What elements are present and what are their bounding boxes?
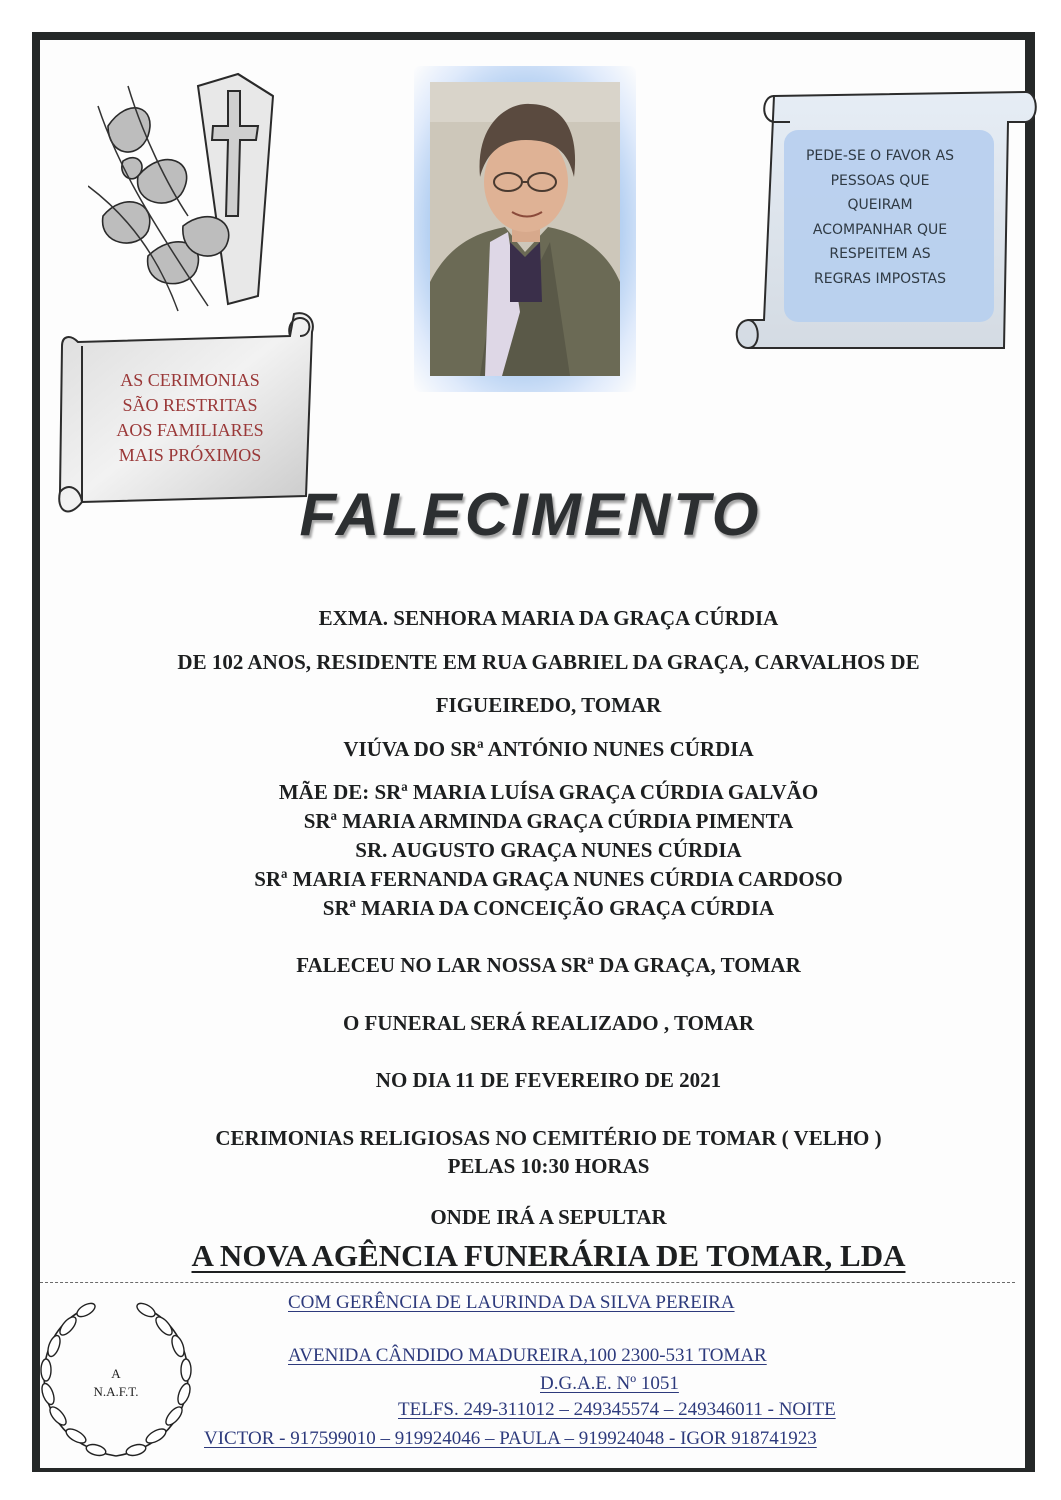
agency-address: AVENIDA CÂNDIDO MADUREIRA,100 2300-531 TOMAR (288, 1345, 767, 1366)
widow-line: VIÚVA DO SRª ANTÓNIO NUNES CÚRDIA (343, 737, 754, 761)
left-scroll-line: AS CERIMONIAS (120, 370, 260, 390)
residence-line: DE 102 ANOS, RESIDENTE EM RUA GABRIEL DA GRAÇA, CARVALHOS DE (177, 650, 920, 674)
divider (40, 1282, 1015, 1283)
burial-line: ONDE IRÁ A SEPULTAR (430, 1205, 667, 1229)
death-place: FALECEU NO LAR NOSSA SRª DA GRAÇA, TOMAR (296, 953, 801, 977)
portrait-photo (430, 82, 620, 376)
ceremony-info: CERIMONIAS RELIGIOSAS NO CEMITÉRIO DE TOMAR ( VELHO ) (215, 1126, 882, 1150)
left-scroll-line: MAIS PRÓXIMOS (118, 445, 262, 465)
ceremony-time: PELAS 10:30 HORAS (447, 1154, 650, 1178)
right-scroll-line: PESSOAS QUE (830, 172, 930, 189)
right-scroll-message (780, 144, 980, 291)
right-scroll-line: ACOMPANHAR QUE (812, 221, 948, 238)
children-line: SRª MARIA FERNANDA GRAÇA NUNES CÚRDIA CARDOSO (254, 867, 843, 891)
agency-phones: TELFS. 249-311012 – 249345574 – 249346011 - NOITE (398, 1399, 836, 1420)
logo-acronym: N.A.F.T. (93, 1384, 139, 1399)
cross-lilies-icon (88, 66, 288, 316)
agency-name: A NOVA AGÊNCIA FUNERÁRIA DE TOMAR, LDA (191, 1238, 906, 1273)
left-scroll-line: SÃO RESTRITAS (122, 395, 258, 415)
right-scroll-line: REGRAS IMPOSTAS (814, 270, 946, 287)
agency-dgae: D.G.A.E. Nº 1051 (540, 1373, 679, 1394)
agency-contacts: VICTOR - 917599010 – 919924046 – PAULA – 919924048 - IGOR 918741923 (204, 1428, 817, 1449)
funeral-location: O FUNERAL SERÁ REALIZADO , TOMAR (342, 1011, 755, 1035)
right-scroll-line: PEDE-SE O FAVOR AS (805, 148, 955, 164)
agency-management: COM GERÊNCIA DE LAURINDA DA SILVA PEREIRA (288, 1292, 735, 1313)
page-title: FALECIMENTO (299, 481, 762, 548)
right-scroll-line: RESPEITEM AS (829, 246, 931, 262)
children-line: SRª MARIA DA CONCEIÇÃO GRAÇA CÚRDIA (322, 896, 775, 920)
residence-line: FIGUEIREDO, TOMAR (435, 693, 662, 717)
children-line: SR. AUGUSTO GRAÇA NUNES CÚRDIA (355, 838, 742, 862)
logo-letter: A (111, 1366, 121, 1381)
children-line: MÃE DE: SRª MARIA LUÍSA GRAÇA CÚRDIA GALVÃO (278, 780, 819, 804)
right-scroll-line: QUEIRAM (847, 197, 913, 213)
left-scroll-line: AOS FAMILIARES (116, 420, 264, 440)
children-line: SRª MARIA ARMINDA GRAÇA CÚRDIA PIMENTA (303, 809, 794, 833)
left-scroll-message (92, 368, 288, 468)
funeral-date: NO DIA 11 DE FEVEREIRO DE 2021 (375, 1068, 722, 1092)
deceased-name: EXMA. SENHORA MARIA DA GRAÇA CÚRDIA (318, 606, 779, 630)
